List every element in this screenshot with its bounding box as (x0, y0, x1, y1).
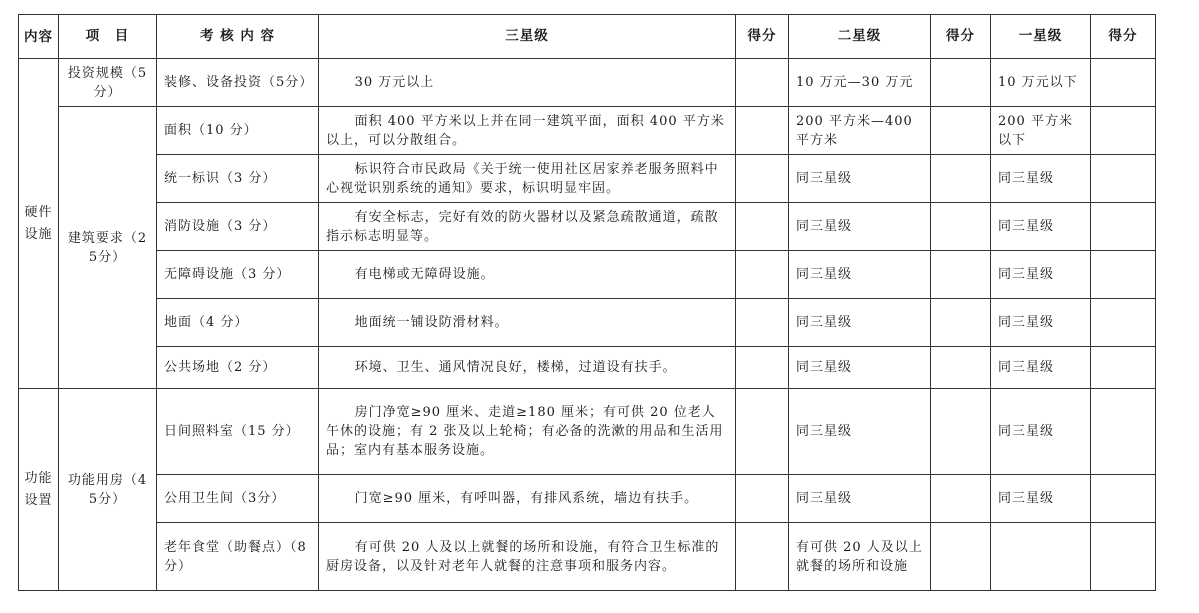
row-content: 公用卫生间（3分） (157, 475, 319, 523)
row-score-2 (931, 203, 991, 251)
row-score-2 (931, 59, 991, 107)
row-score-1 (1091, 347, 1156, 389)
row-score-1 (1091, 523, 1156, 591)
row-score-2 (931, 107, 991, 155)
row-three-star: 有可供 20 人及以上就餐的场所和设施，有符合卫生标准的厨房设备，以及针对老年人就餐的注意事项和服务内容。 (319, 523, 736, 591)
row-two-star: 10 万元—30 万元 (789, 59, 931, 107)
row-three-star: 门宽≥90 厘米，有呼叫器，有排风系统，墙边有扶手。 (319, 475, 736, 523)
item-building: 建筑要求（25分） (59, 107, 157, 389)
row-score-2 (931, 299, 991, 347)
table-row (19, 59, 1156, 107)
row-one-star: 同三星级 (991, 347, 1091, 389)
row-score-1 (1091, 59, 1156, 107)
item-invest: 投资规模（5分） (59, 59, 157, 107)
table-row (19, 389, 1156, 475)
row-content: 日间照料室（15 分） (157, 389, 319, 475)
row-content: 统一标识（3 分） (157, 155, 319, 203)
row-one-star: 同三星级 (991, 203, 1091, 251)
row-two-star: 同三星级 (789, 475, 931, 523)
row-content: 老年食堂（助餐点）（8 分） (157, 523, 319, 591)
row-score-3 (736, 107, 789, 155)
row-one-star: 同三星级 (991, 251, 1091, 299)
row-one-star: 同三星级 (991, 155, 1091, 203)
row-score-2 (931, 251, 991, 299)
row-two-star: 同三星级 (789, 299, 931, 347)
row-score-2 (931, 389, 991, 475)
row-content: 面积（10 分） (157, 107, 319, 155)
assessment-table (18, 14, 1156, 591)
header-score-3: 得分 (736, 15, 789, 59)
row-two-star: 同三星级 (789, 155, 931, 203)
header-row (19, 15, 1156, 59)
table-row (19, 251, 1156, 299)
table-row (19, 203, 1156, 251)
row-one-star: 同三星级 (991, 475, 1091, 523)
table-row (19, 523, 1156, 591)
row-score-3 (736, 155, 789, 203)
row-score-1 (1091, 155, 1156, 203)
row-score-2 (931, 475, 991, 523)
header-one-star: 一星级 (991, 15, 1091, 59)
row-score-3 (736, 523, 789, 591)
row-two-star: 同三星级 (789, 203, 931, 251)
row-three-star: 环境、卫生、通风情况良好，楼梯，过道设有扶手。 (319, 347, 736, 389)
table-row (19, 155, 1156, 203)
header-item: 项 目 (59, 15, 157, 59)
row-content: 无障碍设施（3 分） (157, 251, 319, 299)
table-row (19, 299, 1156, 347)
row-score-2 (931, 347, 991, 389)
row-content: 装修、设备投资（5分） (157, 59, 319, 107)
row-one-star: 同三星级 (991, 389, 1091, 475)
row-three-star: 房门净宽≥90 厘米、走道≥180 厘米；有可供 20 位老人午休的设施；有 2 张及以上轮椅；有必备的洗漱的用品和生活用品；室内有基本服务设施。 (319, 389, 736, 475)
row-content: 地面（4 分） (157, 299, 319, 347)
row-score-3 (736, 251, 789, 299)
row-score-3 (736, 203, 789, 251)
row-one-star: 200 平方米以下 (991, 107, 1091, 155)
row-two-star: 同三星级 (789, 389, 931, 475)
row-score-2 (931, 155, 991, 203)
row-one-star: 10 万元以下 (991, 59, 1091, 107)
category-hardware: 硬件设施 (19, 59, 59, 389)
header-score-1: 得分 (1091, 15, 1156, 59)
row-three-star: 30 万元以上 (319, 59, 736, 107)
row-three-star: 面积 400 平方米以上并在同一建筑平面，面积 400 平方米以上，可以分散组合。 (319, 107, 736, 155)
row-score-3 (736, 59, 789, 107)
row-three-star: 有电梯或无障碍设施。 (319, 251, 736, 299)
table-row (19, 475, 1156, 523)
row-score-3 (736, 475, 789, 523)
header-assessment: 考 核 内 容 (157, 15, 319, 59)
row-two-star: 同三星级 (789, 347, 931, 389)
row-score-1 (1091, 107, 1156, 155)
row-score-3 (736, 389, 789, 475)
table-row (19, 107, 1156, 155)
row-score-1 (1091, 299, 1156, 347)
item-rooms: 功能用房（45分） (59, 389, 157, 591)
row-three-star: 地面统一铺设防滑材料。 (319, 299, 736, 347)
header-two-star: 二星级 (789, 15, 931, 59)
row-score-1 (1091, 203, 1156, 251)
row-two-star: 同三星级 (789, 251, 931, 299)
row-score-2 (931, 523, 991, 591)
header-score-2: 得分 (931, 15, 991, 59)
row-three-star: 标识符合市民政局《关于统一使用社区居家养老服务照料中心视觉识别系统的通知》要求，标识明显牢固。 (319, 155, 736, 203)
table-row (19, 347, 1156, 389)
row-score-3 (736, 299, 789, 347)
header-content: 内容 (19, 15, 59, 59)
row-score-1 (1091, 251, 1156, 299)
category-function: 功能设置 (19, 389, 59, 591)
row-two-star: 有可供 20 人及以上就餐的场所和设施 (789, 523, 931, 591)
row-score-1 (1091, 475, 1156, 523)
row-three-star: 有安全标志，完好有效的防火器材以及紧急疏散通道，疏散指示标志明显等。 (319, 203, 736, 251)
row-score-3 (736, 347, 789, 389)
header-three-star: 三星级 (319, 15, 736, 59)
row-score-1 (1091, 389, 1156, 475)
row-one-star: 同三星级 (991, 299, 1091, 347)
row-content: 消防设施（3 分） (157, 203, 319, 251)
row-one-star (991, 523, 1091, 591)
row-content: 公共场地（2 分） (157, 347, 319, 389)
row-two-star: 200 平方米—400 平方米 (789, 107, 931, 155)
